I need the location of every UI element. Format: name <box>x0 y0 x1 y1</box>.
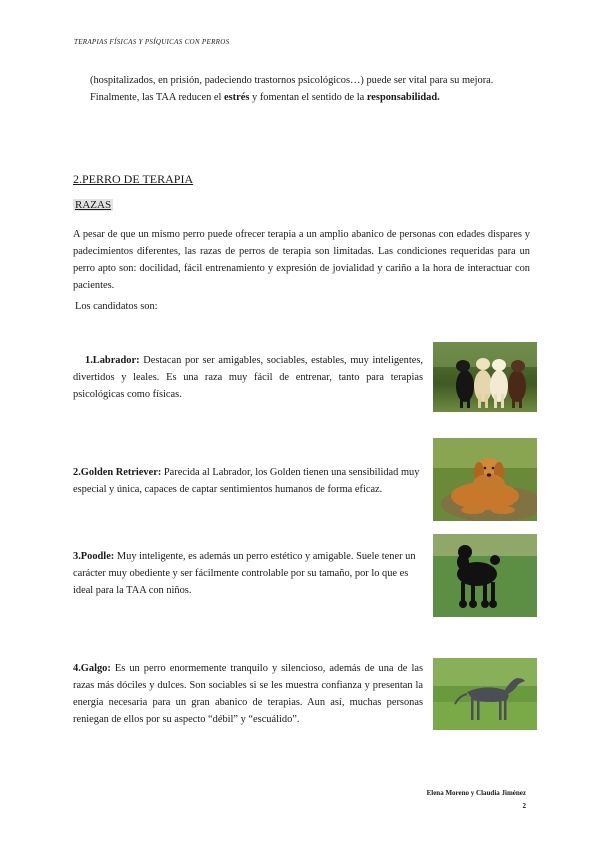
intro-text: Finalmente, las TAA reducen el <box>90 92 225 103</box>
intro-line-1: (hospitalizados, en prisión, padeciendo trastornos psicológicos…) puede ser vital para su mejora. <box>90 75 494 86</box>
breed-description: Muy inteligente, es además un perro estético y amigable. Suele tener un carácter muy obediente y ser fácilmente controlable por su tamaño, por lo que es ideal para la TAA con niños. <box>73 551 416 596</box>
razas-paragraph: A pesar de que un mismo perro puede ofrecer terapia a un amplio abanico de personas con edades dispares y padecimientos diferentes, las razas de perros de terapia son limitadas. Las condiciones requeridas para un perro apto son: docilidad, fácil entrenamiento y expresión de jovialidad y cariño a la hora de interactuar con pacientes. <box>73 229 530 291</box>
candidates-label: Los candidatos son: <box>75 301 158 312</box>
intro-bold-stress: estrés <box>224 92 250 103</box>
breed-name: 1.Labrador: <box>85 355 140 366</box>
breed-poodle <box>73 548 423 599</box>
intro-line-2 <box>90 89 530 106</box>
footer-authors: Elena Moreno y Claudia Jiménez <box>426 789 526 797</box>
section-title: 2.PERRO DE TERAPIA <box>73 172 194 186</box>
running-header: TERAPIAS FÍSICAS Y PSÍQUICAS CON PERROS <box>74 38 230 46</box>
breed-golden-retriever <box>73 464 423 498</box>
intro-paragraph <box>90 72 530 106</box>
intro-text: y fomentan el sentido de la <box>249 92 367 103</box>
intro-bold-responsibility: responsabilidad. <box>366 92 440 103</box>
breed-labrador <box>73 352 423 403</box>
breed-name: 4.Galgo: <box>73 663 111 674</box>
galgo-photo <box>433 658 537 730</box>
breed-name: 2.Golden Retriever: <box>73 467 162 478</box>
labrador-photo <box>433 342 537 412</box>
breed-description: Es un perro enormemente tranquilo y silencioso, además de una de las razas más dóciles y dulces. Son sociables si se les muestra confianza y presentan la energía necesaria para un gran abanico de terapias. Aun así, muchas personas reniegan de ellos por su aspecto “débil” y “escuálido”. <box>73 663 423 725</box>
breed-description: Parecida al Labrador, los Golden tienen una sensibilidad muy especial y única, capaces de captar sentimientos humanos de forma eficaz. <box>73 467 420 495</box>
poodle-photo <box>433 534 537 617</box>
breed-galgo <box>73 660 423 728</box>
section-subtitle: RAZAS <box>75 199 112 211</box>
breed-description: Destacan por ser amigables, sociables, estables, muy inteligentes, divertidos y leales. Es una raza muy fácil de entrenar, tanto para terapias psicológicas como físicas. <box>73 355 423 400</box>
breed-name: 3.Poodle: <box>73 551 115 562</box>
footer-page-number: 2 <box>522 802 526 810</box>
golden-retriever-photo <box>433 438 537 521</box>
